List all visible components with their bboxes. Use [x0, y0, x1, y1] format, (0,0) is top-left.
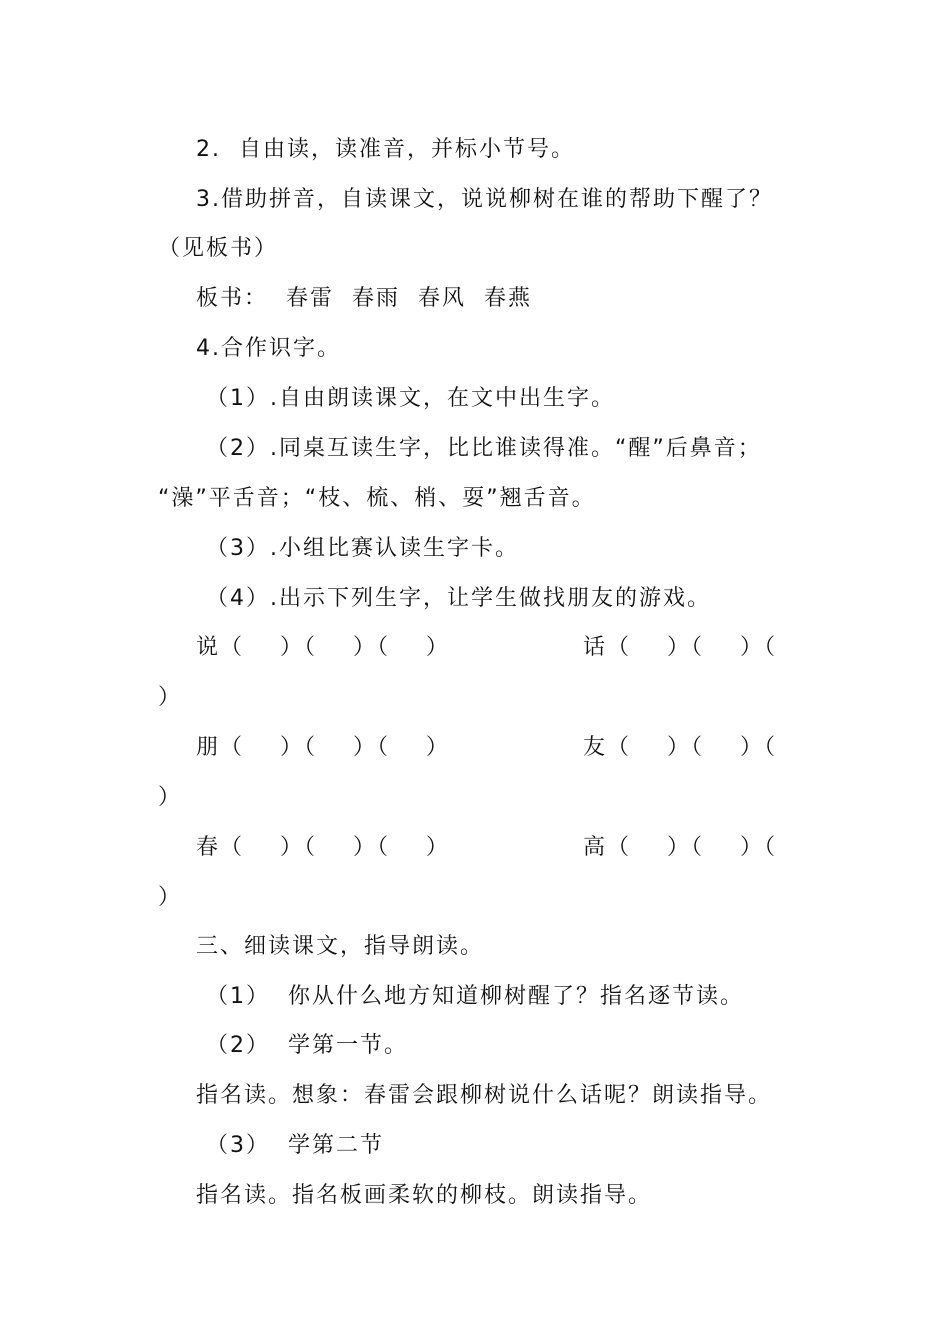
word-group-wrap: ） [158, 885, 183, 910]
section-3-item-2-detail: 指名读。想象：春雷会跟柳树说什么话呢？朗读指导。 [196, 1083, 773, 1108]
step-2-free-reading: 2. 自由读，读准音，并标小节号。 [196, 137, 575, 162]
step-3-board-note: （见板书） [158, 236, 279, 261]
blackboard-words: 板书： 春雷 春雨 春风 春燕 [196, 286, 532, 311]
step-4-item-4: （4）.出示下列生字，让学生做找朋友的游戏。 [206, 586, 711, 611]
section-3-item-3-detail: 指名读。指名板画柔软的柳枝。朗读指导。 [196, 1183, 653, 1208]
word-group-wrap: ） [158, 785, 183, 810]
word-group-left: 说（ ）（ ）（ ） [196, 635, 450, 660]
word-group-wrap: ） [158, 685, 183, 710]
section-3-item-1: （1） 你从什么地方知道柳树醒了？指名逐节读。 [206, 984, 744, 1009]
word-group-left: 朋（ ）（ ）（ ） [196, 735, 450, 760]
step-3-pinyin-reading: 3.借助拼音，自读课文，说说柳树在谁的帮助下醒了？ [196, 187, 773, 212]
step-4-item-3: （3）.小组比赛认读生字卡。 [206, 536, 519, 561]
section-3-item-2: （2） 学第一节。 [206, 1033, 408, 1058]
step-4-item-2-continued: “澡”平舌音；“枝、梳、梢、耍”翘舌音。 [158, 486, 596, 511]
word-group-right: 话（ ）（ ）（ [583, 635, 777, 660]
step-4-item-1: （1）.自由朗读课文，在文中出生字。 [206, 386, 615, 411]
word-group-right: 友（ ）（ ）（ [583, 735, 777, 760]
section-3-heading: 三、细读课文，指导朗读。 [196, 934, 485, 959]
step-4-item-2: （2）.同桌互读生字，比比谁读得准。“醒”后鼻音； [206, 436, 762, 461]
word-group-right: 高（ ）（ ）（ [583, 835, 777, 860]
step-4-heading: 4.合作识字。 [196, 336, 341, 361]
word-group-left: 春（ ）（ ）（ ） [196, 835, 450, 860]
section-3-item-3: （3） 学第二节 [206, 1133, 384, 1158]
